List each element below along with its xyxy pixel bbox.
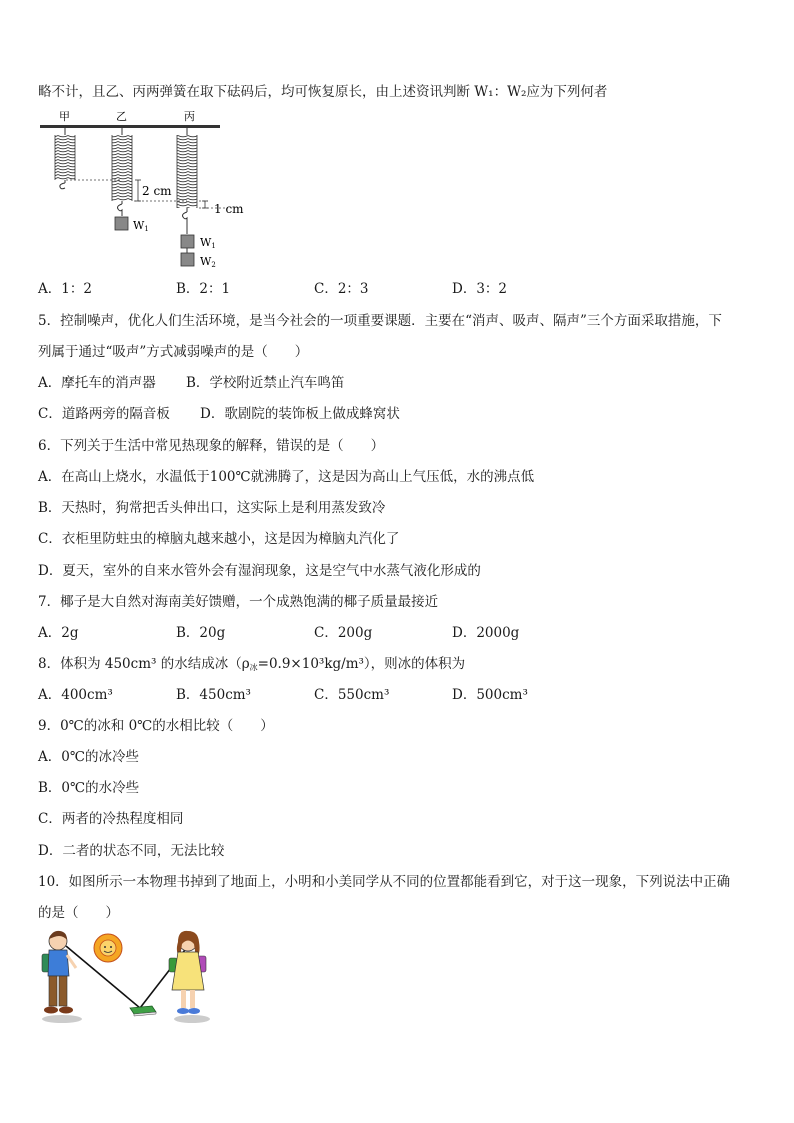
- q5-stem-line2: 列属于通过“吸声”方式减弱噪声的是（ ）: [38, 344, 309, 360]
- spring-yi: [112, 128, 149, 233]
- q7-stem: 7．椰子是大自然对海南美好馈赠，一个成熟饱满的椰子质量最接近: [38, 594, 439, 610]
- q8-options: [38, 685, 758, 705]
- q8-stem: 8．体积为 450cm³ 的水结成冰$(\rho_冰=0.9\times 10^3kg/m^3)$，则冰的体积为: [38, 656, 466, 672]
- q4-options: [38, 279, 758, 299]
- weight-w1-bing: [181, 235, 194, 248]
- q9-option-c[interactable]: C．两者的冷热程度相同: [38, 811, 184, 827]
- q7-option-a[interactable]: A．2g: [38, 625, 79, 641]
- label-yi: 乙: [116, 110, 127, 123]
- q9-option-d[interactable]: D．二者的状态不同，无法比较: [38, 843, 225, 859]
- q9-stem: 9．0℃的冰和 0℃的水相比较（ ）: [38, 718, 274, 734]
- q4-option-c[interactable]: C．2：3: [314, 281, 369, 297]
- q8-option-c[interactable]: C．550cm³: [314, 687, 390, 703]
- q7-option-b[interactable]: B．20g: [176, 625, 226, 641]
- label-bing: 丙: [184, 110, 195, 123]
- label-jia: 甲: [59, 110, 70, 123]
- spring-figure: [38, 108, 258, 278]
- dimension-1cm: [202, 201, 244, 216]
- q4-option-d[interactable]: D．3：2: [452, 281, 508, 297]
- q10-stem-line2: 的是（ ）: [38, 905, 119, 921]
- ceiling-bar: [40, 125, 220, 128]
- q6-option-d[interactable]: D．夏天，室外的自来水管外会有湿润现象，这是空气中水蒸气液化形成的: [38, 563, 481, 579]
- q10-stem-line1: 10．如图所示一本物理书掉到了地面上，小明和小美同学从不同的位置都能看到它，对于这一现象，下列说法中正确: [38, 874, 731, 890]
- weight-w2-bing-label: W2: [200, 255, 216, 269]
- q8-option-d[interactable]: D．500cm³: [452, 687, 528, 703]
- q5-stem-line1: 5．控制噪声，优化人们生活环境，是当今社会的一项重要课题．主要在“消声、吸声、隔声”三个方面采取措施，下: [38, 313, 722, 329]
- q6-stem: 6．下列关于生活中常见热现象的解释，错误的是（ ）: [38, 438, 385, 454]
- weight-w1-yi-label: W1: [133, 219, 149, 233]
- q5-options-row1: [38, 373, 758, 393]
- dimension-2cm: [135, 180, 172, 201]
- book-illustration: [36, 928, 216, 1028]
- q7-option-d[interactable]: D．2000g: [452, 625, 520, 641]
- q4-stem-tail: 略不计，且乙、丙两弹簧在取下砝码后，均可恢复原长，由上述资讯判断 W₁：W₂应为下列何者: [38, 84, 608, 100]
- q6-option-a[interactable]: A．在高山上烧水，水温低于100℃就沸腾了，这是因为高山上气压低，水的沸点低: [38, 469, 535, 485]
- svg-text:1 cm: 1 cm: [214, 202, 244, 216]
- weight-w1-yi: [115, 217, 128, 230]
- q9-option-a[interactable]: A．0℃的冰冷些: [38, 749, 139, 765]
- q7-option-c[interactable]: C．200g: [314, 625, 373, 641]
- book-icon: [130, 1006, 156, 1016]
- q9-option-b[interactable]: B．0℃的水冷些: [38, 780, 140, 796]
- weight-w2-bing: [181, 253, 194, 266]
- q6-option-c[interactable]: C．衣柜里防蛀虫的樟脑丸越来越小，这是因为樟脑丸汽化了: [38, 531, 400, 547]
- q8-option-a[interactable]: A．400cm³: [38, 687, 113, 703]
- q4-option-a[interactable]: A．1：2: [38, 281, 92, 297]
- q5-option-c[interactable]: C．道路两旁的隔音板: [38, 406, 170, 422]
- q5-option-b[interactable]: B．学校附近禁止汽车鸣笛: [186, 375, 345, 391]
- q5-option-a[interactable]: A．摩托车的消声器: [38, 375, 156, 391]
- boy-xiaoming-figure: [42, 931, 76, 1014]
- q7-options: [38, 623, 758, 643]
- q8-option-b[interactable]: B．450cm³: [176, 687, 251, 703]
- svg-text:2 cm: 2 cm: [142, 184, 172, 198]
- q5-options-row2: [38, 404, 758, 424]
- q6-option-b[interactable]: B．天热时，狗常把舌头伸出口，这实际上是利用蒸发致冷: [38, 500, 386, 516]
- q4-option-b[interactable]: B．2：1: [176, 281, 231, 297]
- sun-icon: [94, 934, 122, 962]
- q5-option-d[interactable]: D．歌剧院的装饰板上做成蜂窝状: [200, 406, 400, 422]
- spring-bing: [177, 128, 216, 269]
- weight-w1-bing-label: W1: [200, 236, 216, 250]
- girl-xiaomei-figure: [169, 931, 206, 1014]
